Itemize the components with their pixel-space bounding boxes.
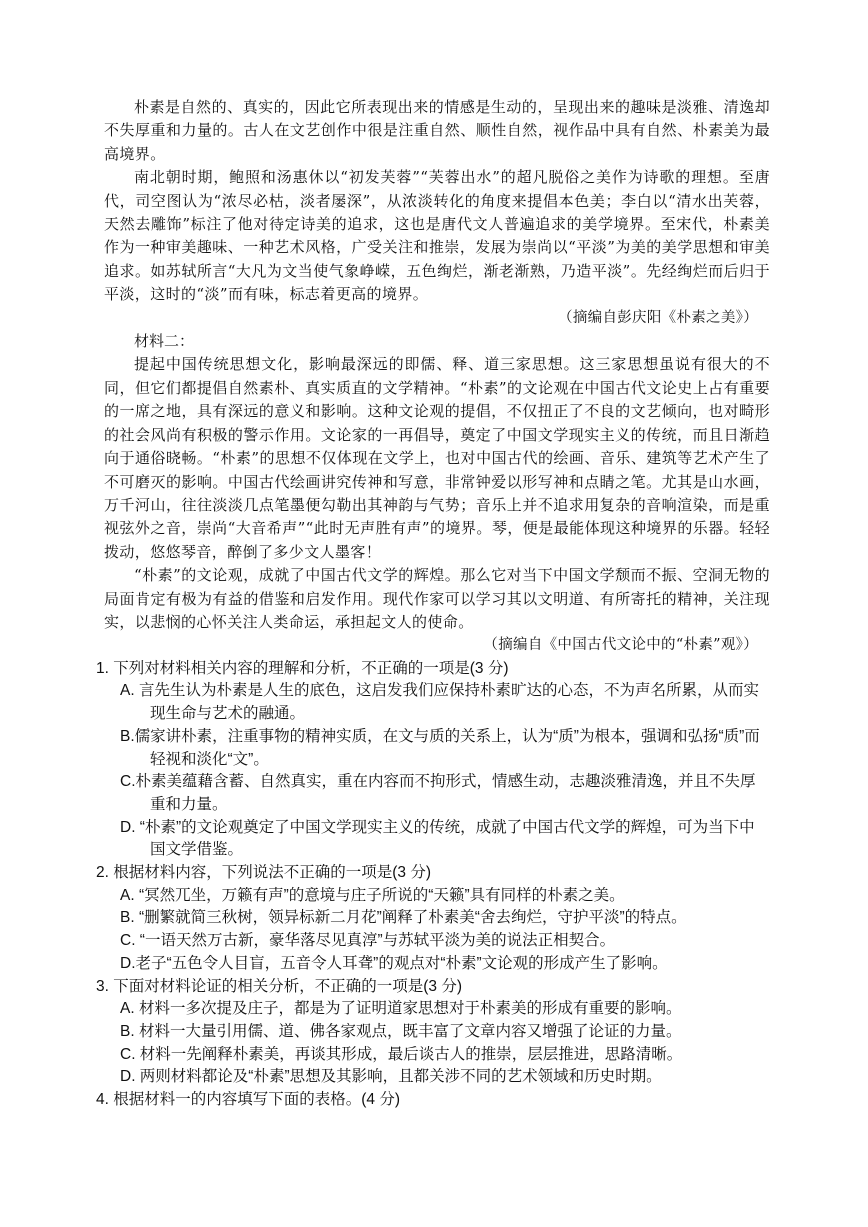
option-c: C. 材料一先阐释朴素美，再谈其形成，最后谈古人的推崇，层层推进，思路清晰。	[120, 1045, 683, 1063]
option-d: D.老子“五色令人目盲，五音令人耳聋”的观点对“朴素”文论观的形成产生了影响。	[120, 954, 668, 972]
option-d: D. “朴素”的文论观奠定了中国文学现实主义的传统，成就了中国古代文学的辉煌，可为当下中国文学借鉴。	[120, 818, 755, 859]
option-c: C.朴素美蕴藉含蓄、自然真实，重在内容而不拘形式，情感生动，志趣淡雅清逸，并且不失厚重和力量。	[120, 773, 756, 813]
questions-section	[96, 658, 770, 1112]
material-one-tail	[96, 96, 770, 1112]
material-two-title: 材料二：	[134, 332, 195, 351]
question-stem: 2. 根据材料内容，下列说法不正确的一项是(3 分)	[96, 864, 431, 882]
question-stem: 4. 根据材料一的内容填写下面的表格。(4 分)	[96, 1091, 400, 1109]
source-citation: （摘编自彭庆阳《朴素之美》）	[558, 309, 758, 326]
question-2	[96, 862, 770, 976]
question-3	[96, 976, 770, 1090]
option-b: B. “删繁就简三秋树，领异标新二月花”阐释了朴素美“舍去绚烂，守护平淡”的特点。	[120, 909, 687, 927]
option-b: B. 材料一大量引用儒、道、佛各家观点，既丰富了文章内容又增强了论证的力量。	[120, 1023, 682, 1040]
option-d: D. 两则材料都论及“朴素”思想及其影响，且都关涉不同的艺术领域和历史时期。	[120, 1068, 662, 1086]
option-a: A. 材料一多次提及庄子，都是为了证明道家思想对于朴素美的形成有重要的影响。	[120, 1000, 682, 1018]
option-b: B.儒家讲朴素，注重事物的精神实质，在文与质的关系上，认为“质”为根本，强调和弘扬“质”而轻视和淡化“文”。	[120, 727, 760, 768]
paragraph: 南北朝时期，鲍照和汤惠休以“初发芙蓉”“芙蓉出水”的超凡脱俗之美作为诗歌的理想。至唐代，司空图认为“浓尽必枯，淡者屡深”，从浓淡转化的角度来提倡本色美；李白以“清水出芙蓉，天然去雕饰”标注了他对待定诗美的追求，这也是唐代文人普遍追求的美学境界。至宋代，朴素美作为一种审美趣味、一种艺术风格，广受关注和推崇，发展为崇尚以“平淡”为美的美学思想和审美追求。如苏轼所言“大凡为文当使气象峥嵘，五色绚烂，渐老渐熟，乃造平淡”。先经绚烂而后归于平淡，这时的“淡”而有味，标志着更高的境界。	[104, 168, 770, 304]
question-stem: 3. 下面对材料论证的相关分析，不正确的一项是(3 分)	[96, 977, 462, 995]
paragraph: “朴素”的文论观，成就了中国古代文学的辉煌。那么它对当下中国文学颓而不振、空洞无物的局面肯定有极为有益的借鉴和启发作用。现代作家可以学习其以文明道、有所寄托的精神，关注现实，以悲悯的心怀关注人类命运，承担起文人的使命。	[104, 566, 770, 631]
paragraph: 提起中国传统思想文化，影响最深远的即儒、释、道三家思想。这三家思想虽说有很大的不同，但它们都提倡自然素朴、真实质直的文学精神。“朴素”的文论观在中国古代文论史上占有重要的一席之地，具有深远的意义和影响。这种文论观的提倡，不仅扭正了不良的文艺倾向，也对畸形的社会风尚有积极的警示作用。文论家的一再倡导，奠定了中国文学现实主义的传统，而且日渐趋向于通俗晓畅。“朴素”的思想不仅体现在文学上，也对中国古代的绘画、音乐、建筑等艺术产生了不可磨灭的影响。中国古代绘画讲究传神和写意，非常钟爱以形写神和点睛之笔。尤其是山水画，万千河山，往往淡淡几点笔墨便勾勒出其神韵与气势；音乐上并不追求用复杂的音响渲染，而是重视弦外之音，崇尚“大音希声”“此时无声胜有声”的境界。琴，便是最能体现这种境界的乐器。轻轻拨动，悠悠琴音，醉倒了多少文人墨客！	[104, 355, 770, 561]
question-stem: 1. 下列对材料相关内容的理解和分析，不正确的一项是(3 分)	[96, 659, 509, 677]
option-a: A. 言先生认为朴素是人生的底色，这启发我们应保持朴素旷达的心态，不为声名所累，从而实现生命与艺术的融通。	[120, 682, 759, 723]
option-a: A. “冥然兀坐，万籁有声”的意境与庄子所说的“天籁”具有同样的朴素之美。	[120, 886, 625, 904]
paragraph: 朴素是自然的、真实的，因此它所表现出来的情感是生动的，呈现出来的趣味是淡雅、清逸却不失厚重和力量的。古人在文艺创作中很是注重自然、顺性自然，视作品中具有自然、朴素美为最高境界。	[104, 98, 770, 163]
source-citation: （摘编自《中国古代文论中的“朴素”观》）	[483, 637, 758, 654]
question-1	[96, 658, 770, 862]
option-c: C. “一语天然万古新，豪华落尽见真淳”与苏轼平淡为美的说法正相契合。	[120, 932, 616, 950]
question-4	[96, 1089, 770, 1112]
